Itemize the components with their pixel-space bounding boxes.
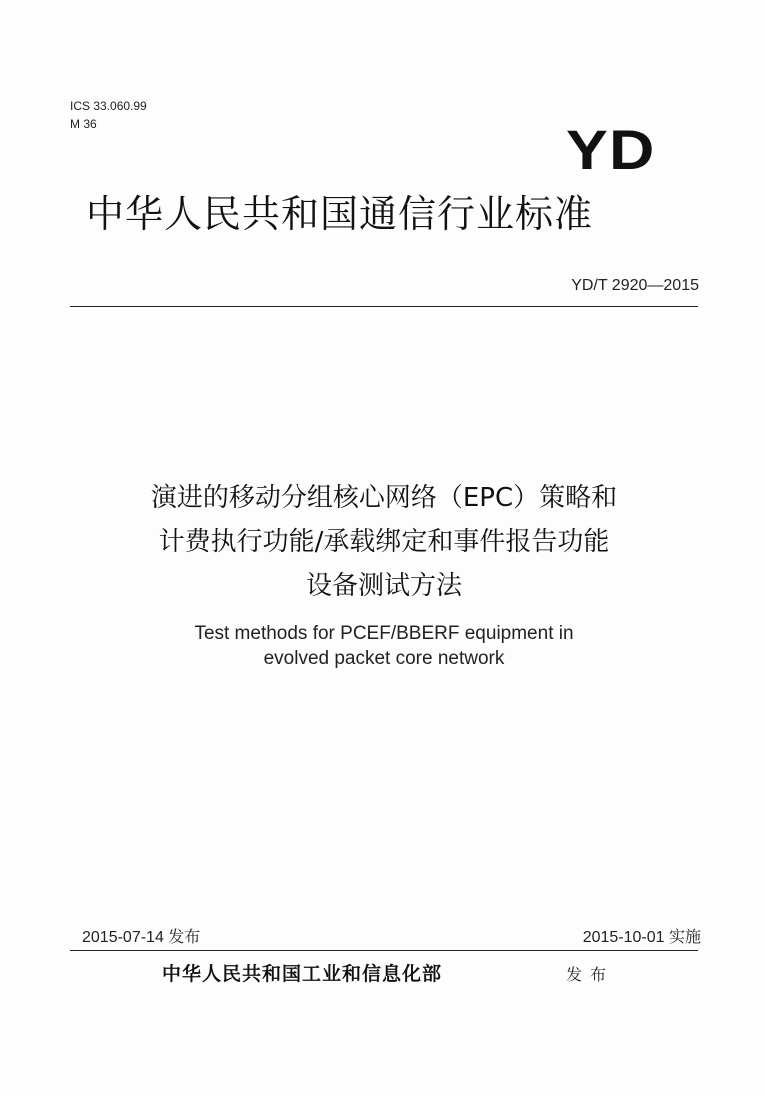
issue-date: 2015-07-14 发布 xyxy=(82,929,201,946)
title-en-line: evolved packet core network xyxy=(263,648,505,669)
bottom-divider xyxy=(70,950,698,951)
yd-logo: YD xyxy=(566,118,656,181)
ics-code: ICS 33.060.99 xyxy=(70,99,147,113)
title-zh-line: 计费执行功能/承载绑定和事件报告功能 xyxy=(158,527,610,557)
publisher-suffix: 发布 xyxy=(566,965,615,984)
publisher-name: 中华人民共和国工业和信息化部 xyxy=(162,963,443,985)
title-zh-line: 设备测试方法 xyxy=(305,571,462,601)
implementation-date: 2015-10-01 实施 xyxy=(582,929,701,946)
document-title-zh xyxy=(70,476,698,608)
classification-block xyxy=(70,97,147,133)
classification-code: M 36 xyxy=(70,117,97,131)
document-title-en xyxy=(70,621,698,671)
title-en-line: Test methods for PCEF/BBERF equipment in xyxy=(194,623,574,644)
standard-number: YD/T 2920—2015 xyxy=(571,277,699,294)
standard-title: 中华人民共和国通信行业标准 xyxy=(86,192,594,236)
title-zh-line: 演进的移动分组核心网络（EPC）策略和 xyxy=(150,483,618,513)
top-divider xyxy=(70,306,698,307)
